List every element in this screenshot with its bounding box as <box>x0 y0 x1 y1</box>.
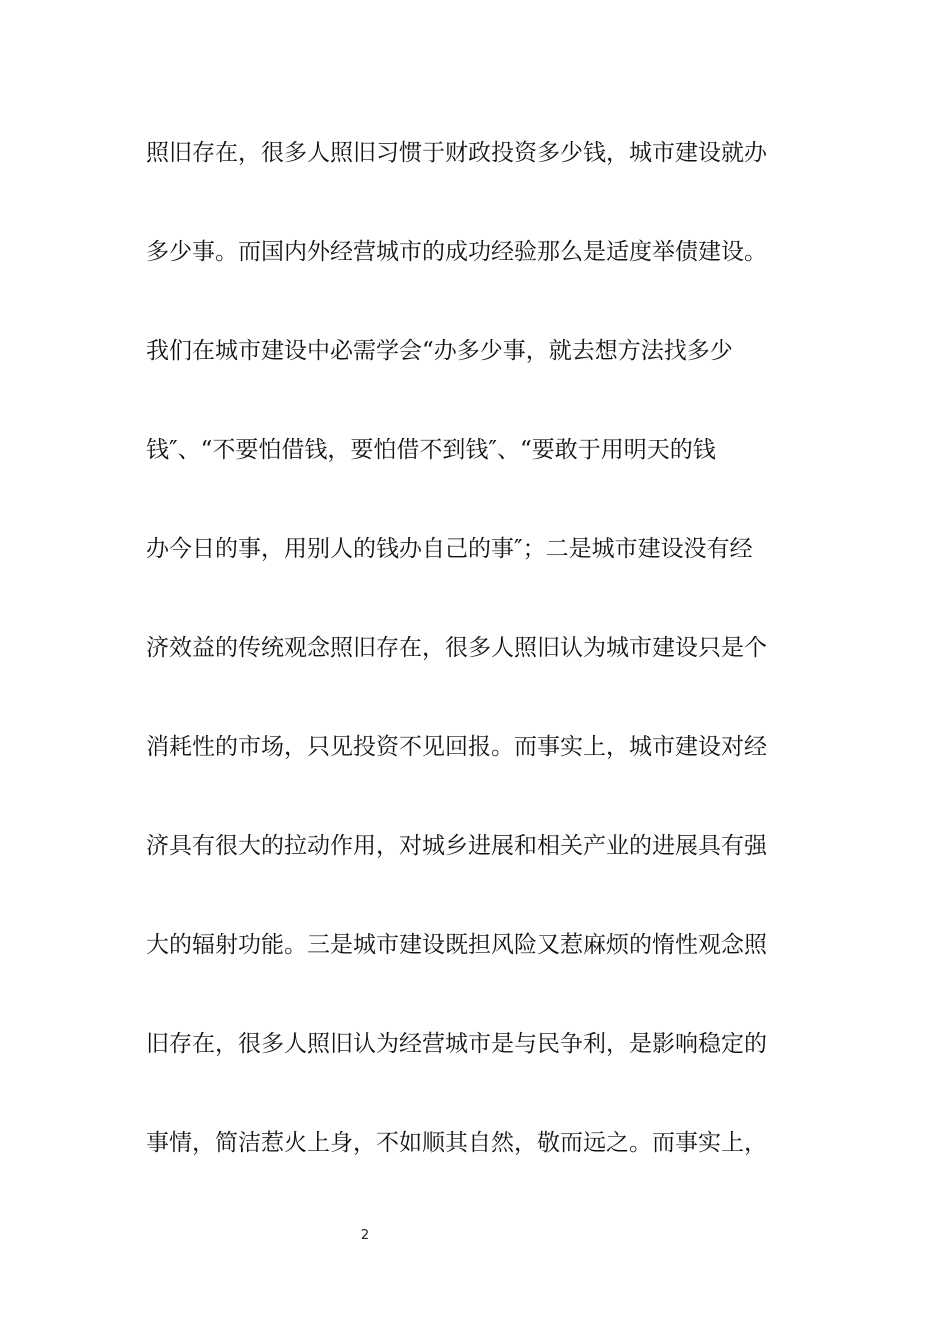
text-line: 大的辐射功能。三是城市建设既担风险又惹麻烦的惰性观念照 <box>146 932 767 958</box>
text-line: 济效益的传统观念照旧存在，很多人照旧认为城市建设只是个 <box>146 635 767 661</box>
text-line: 旧存在，很多人照旧认为经营城市是与民争利，是影响稳定的 <box>146 1031 767 1057</box>
text-line: 济具有很大的拉动作用，对城乡进展和相关产业的进展具有强 <box>146 833 767 859</box>
text-line: 我们在城市建设中必需学会“办多少事，就去想方法找多少 <box>146 338 733 364</box>
text-line: 事情，简洁惹火上身，不如顺其自然，敬而远之。而事实上， <box>146 1130 767 1156</box>
text-line: 多少事。而国内外经营城市的成功经验那么是适度举债建设。 <box>146 239 767 265</box>
body-text <box>146 128 806 1217</box>
text-line: 办今日的事，用别人的钱办自己的事″；二是城市建设没有经 <box>146 536 753 562</box>
text-line: 照旧存在，很多人照旧习惯于财政投资多少钱，城市建设就办 <box>146 140 767 166</box>
page-number: 2 <box>360 1228 370 1243</box>
text-line: 消耗性的市场，只见投资不见回报。而事实上，城市建设对经 <box>146 734 767 760</box>
text-line: 钱″、“不要怕借钱，要怕借不到钱″、“要敢于用明天的钱 <box>146 437 716 463</box>
